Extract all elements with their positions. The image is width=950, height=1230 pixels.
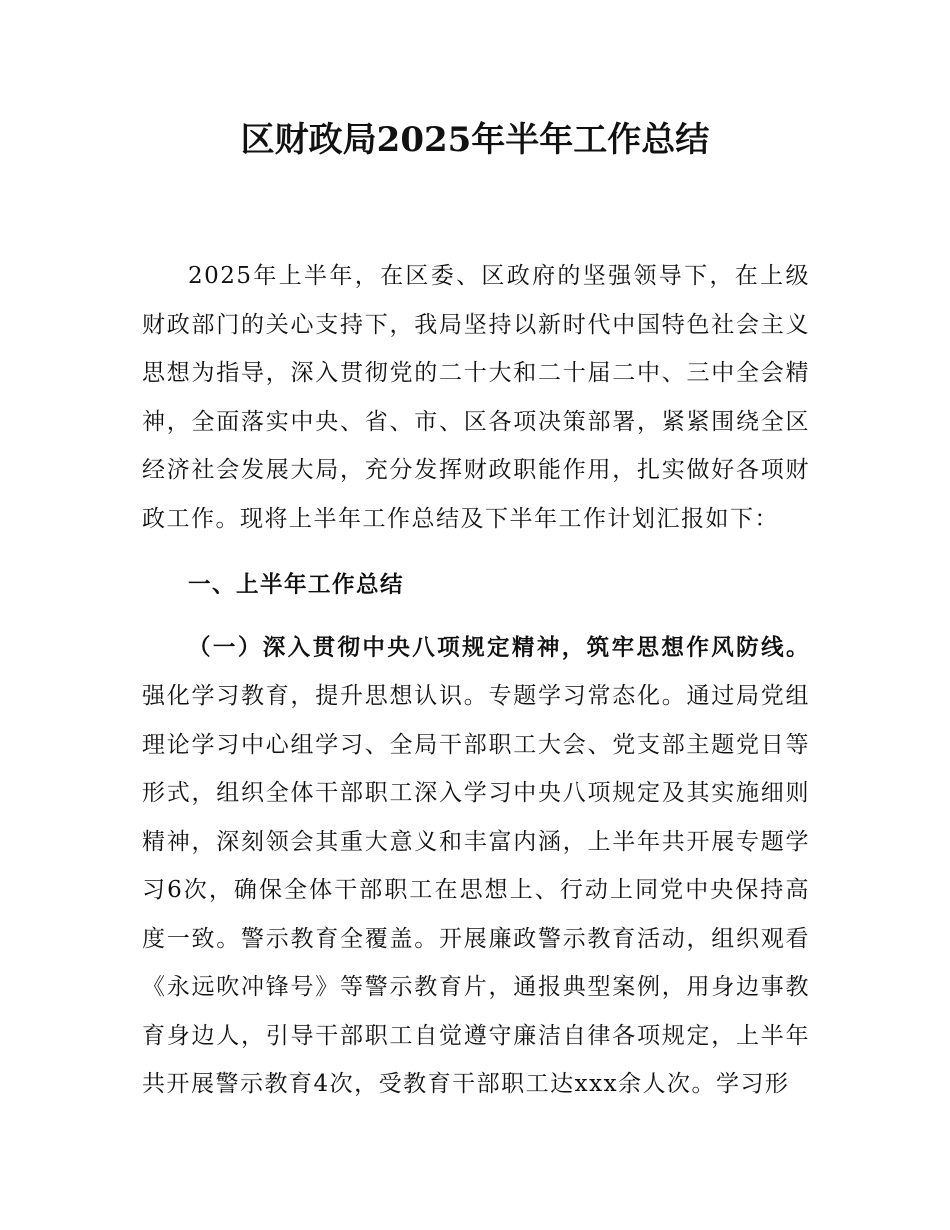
subsection-heading: （一）深入贯彻中央八项规定精神，筑牢思想作风防线。 [188, 634, 810, 661]
intro-paragraph: 2025年上半年，在区委、区政府的坚强领导下，在上级财政部门的关心支持下，我局坚持以新时代中国特色社会主义思想为指导，深入贯彻党的二十大和二十届二中、三中全会精神，全面落实中央、省、市、区各项决策部署，紧紧围绕全区经济社会发展大局，充分发挥财政职能作用，扎实做好各项财政工作。现将上半年工作总结及下半年工作计划汇报如下： [142, 263, 810, 532]
section-heading: 一、上半年工作总结 [188, 572, 405, 598]
document-title: 区财政局2025年半年工作总结 [240, 120, 710, 160]
subsection-body: 强化学习教育，提升思想认识。专题学习常态化。通过局党组理论学习中心组学习、全局干部职工大会、党支部主题党日等形式，组织全体干部职工深入学习中央八项规定及其实施细则精神，深刻领会其重大意义和丰富内涵，上半年共开展专题学习6次，确保全体干部职工在思想上、行动上同党中央保持高度一致。警示教育全覆盖。开展廉政警示教育活动，组织观看《永远吹冲锋号》等警示教育片，通报典型案例，用身边事教育身边人，引导干部职工自觉遵守廉洁自律各项规定，上半年共开展警示教育4次，受教育干部职工达xxx余人次。学习形 [142, 683, 810, 1097]
subsection-paragraph [142, 624, 810, 1109]
document-body [142, 252, 810, 1109]
